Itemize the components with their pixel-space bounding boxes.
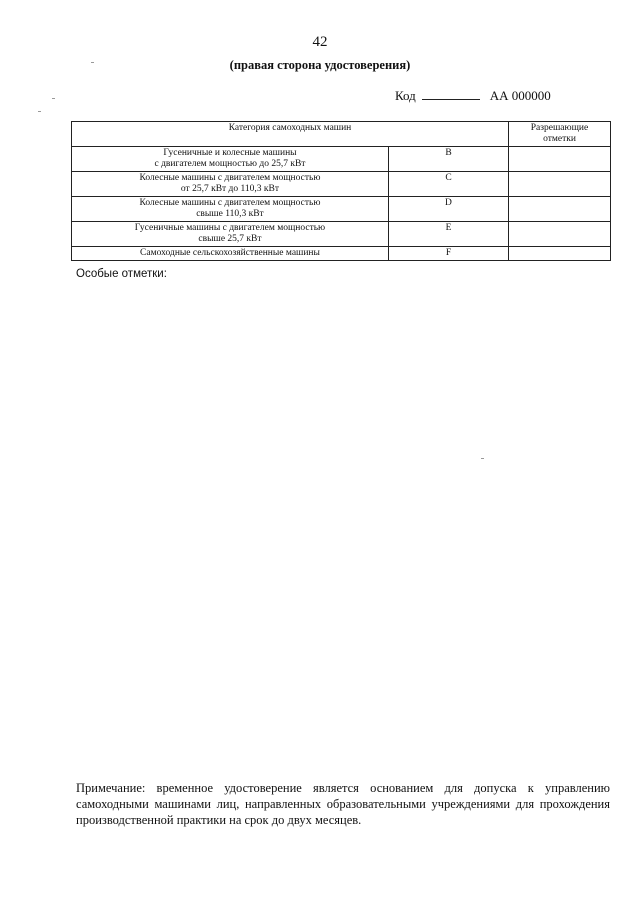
row-permit-mark [509, 147, 611, 172]
table-header-row [72, 122, 611, 147]
scan-speck [91, 62, 94, 63]
row-description: Гусеничные машины с двигателем мощностью свыше 25,7 кВт [72, 222, 389, 247]
row-description: Колесные машины с двигателем мощностью от 25,7 кВт до 110,3 кВт [72, 172, 389, 197]
code-label: Код [395, 88, 416, 103]
special-marks-label: Особые отметки: [76, 268, 167, 280]
row-category-letter: E [388, 222, 508, 247]
code-value: АА 000000 [489, 88, 551, 103]
table-row [72, 247, 611, 261]
row-permit-mark [509, 172, 611, 197]
row-description: Гусеничные и колесные машины с двигателем мощностью до 25,7 кВт [72, 147, 389, 172]
categories-table [71, 121, 611, 261]
row-permit-mark [509, 222, 611, 247]
row-permit-mark [509, 247, 611, 261]
scan-speck [52, 98, 55, 99]
table-row [72, 222, 611, 247]
page-subtitle: (правая сторона удостоверения) [229, 58, 411, 72]
row-description: Колесные машины с двигателем мощностью свыше 110,3 кВт [72, 197, 389, 222]
table-row [72, 197, 611, 222]
code-blank-line [422, 89, 480, 100]
header-category: Категория самоходных машин [72, 122, 509, 147]
table-row [72, 172, 611, 197]
note-text: Примечание: временное удостоверение является основанием для допуска к управлению самоходными машинами лиц, направленных образовательными учреждениями для прохождения производственной практики на срок до двух месяцев. [76, 781, 610, 827]
row-category-letter: D [388, 197, 508, 222]
row-category-letter: F [388, 247, 508, 261]
page-number: 42 [312, 34, 328, 50]
row-category-letter: B [388, 147, 508, 172]
scan-speck [38, 111, 41, 112]
row-description: Самоходные сельскохозяйственные машины [72, 247, 389, 261]
row-permit-mark [509, 197, 611, 222]
table-row [72, 147, 611, 172]
row-category-letter: C [388, 172, 508, 197]
header-permits: Разрешающие отметки [509, 122, 611, 147]
code-line [395, 88, 551, 104]
scan-speck [481, 458, 484, 459]
